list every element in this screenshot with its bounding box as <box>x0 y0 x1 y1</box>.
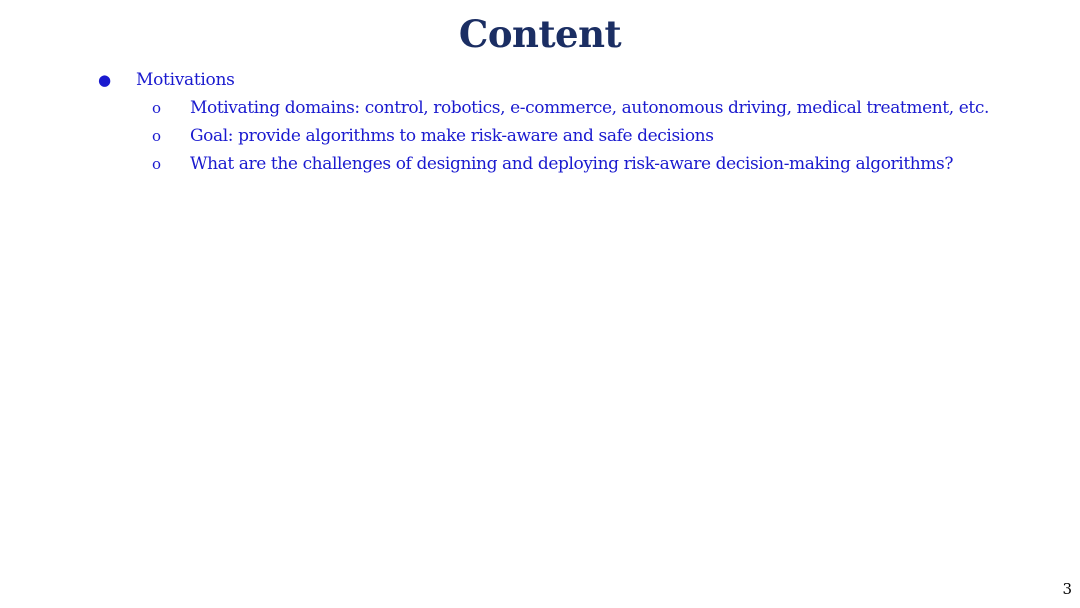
bullet-item <box>0 66 1080 178</box>
sub-bullet-marker-icon: o <box>152 155 162 173</box>
bullet-row <box>0 66 1080 94</box>
bullet-dot-icon: ● <box>98 71 112 89</box>
sub-bullet-marker-icon: o <box>152 127 162 145</box>
bullet-list <box>0 66 1080 178</box>
bullet-text: Motivations <box>136 70 235 90</box>
sub-bullet-text: Goal: provide algorithms to make risk-aware and safe decisions <box>190 126 714 146</box>
slide-title: Content <box>458 12 622 56</box>
sub-bullet-text: What are the challenges of designing and deploying risk-aware decision-making algorithms? <box>190 154 954 174</box>
sub-bullet-text: Motivating domains: control, robotics, e-commerce, autonomous driving, medical treatment, etc. <box>190 98 989 118</box>
sub-bullet-item <box>0 122 1080 150</box>
sub-bullet-list <box>0 94 1080 178</box>
sub-bullet-marker-icon: o <box>152 99 162 117</box>
sub-bullet-item <box>0 150 1080 178</box>
sub-bullet-item <box>0 94 1080 122</box>
page-number: 3 <box>1062 580 1072 598</box>
